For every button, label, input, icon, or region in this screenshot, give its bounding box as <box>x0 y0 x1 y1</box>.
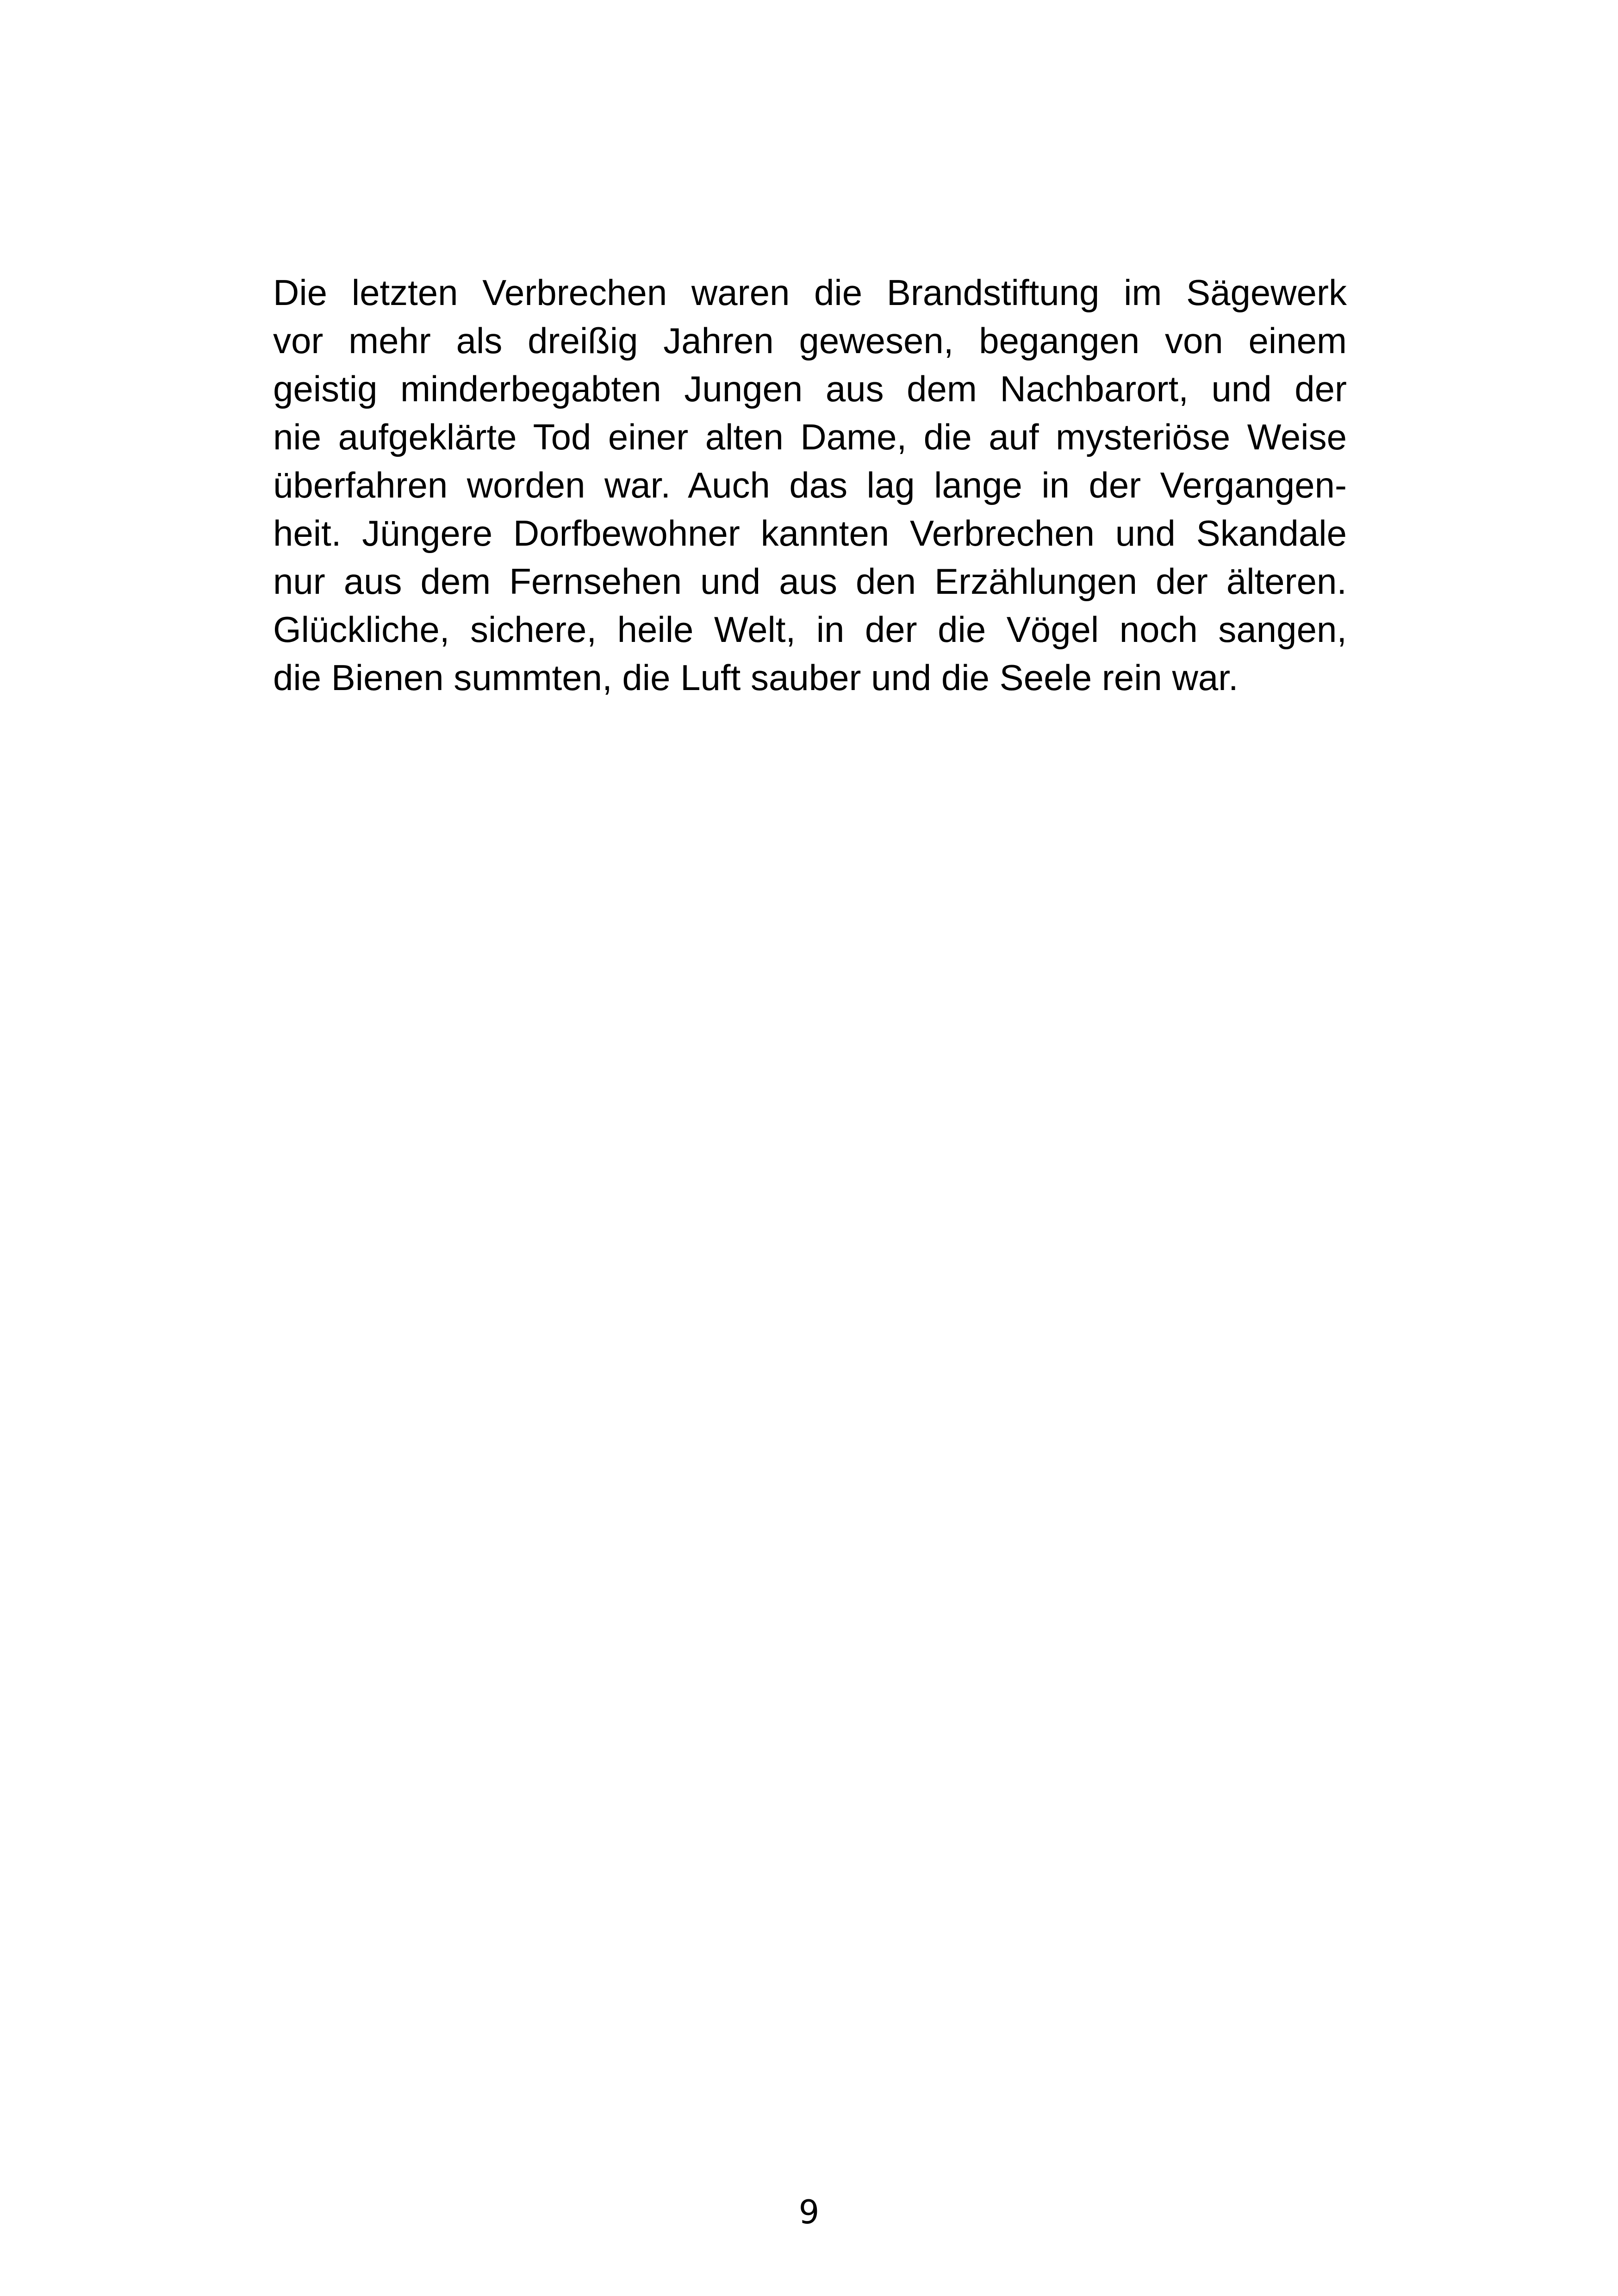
paragraph-line: heit. Jüngere Dorfbewohner kannten Verbrechen und Skandale <box>273 513 1347 554</box>
page-number: 9 <box>798 2193 820 2231</box>
body-paragraph <box>273 268 1347 702</box>
paragraph-line: nie aufgeklärte Tod einer alten Dame, die auf mysteriöse Weise <box>273 417 1347 457</box>
paragraph-line: Die letzten Verbrechen waren die Brandstiftung im Sägewerk <box>273 272 1347 313</box>
paragraph-line: nur aus dem Fernsehen und aus den Erzählungen der älteren. <box>273 561 1347 602</box>
paragraph-line: geistig minderbegabten Jungen aus dem Nachbarort, und der <box>273 368 1347 409</box>
paragraph-line: die Bienen summten, die Luft sauber und die Seele rein war. <box>273 657 1238 698</box>
paragraph-line: überfahren worden war. Auch das lag lange in der Vergangen- <box>273 465 1347 505</box>
paragraph-line: vor mehr als dreißig Jahren gewesen, begangen von einem <box>273 320 1347 361</box>
paragraph-line: Glückliche, sichere, heile Welt, in der die Vögel noch sangen, <box>273 609 1347 650</box>
